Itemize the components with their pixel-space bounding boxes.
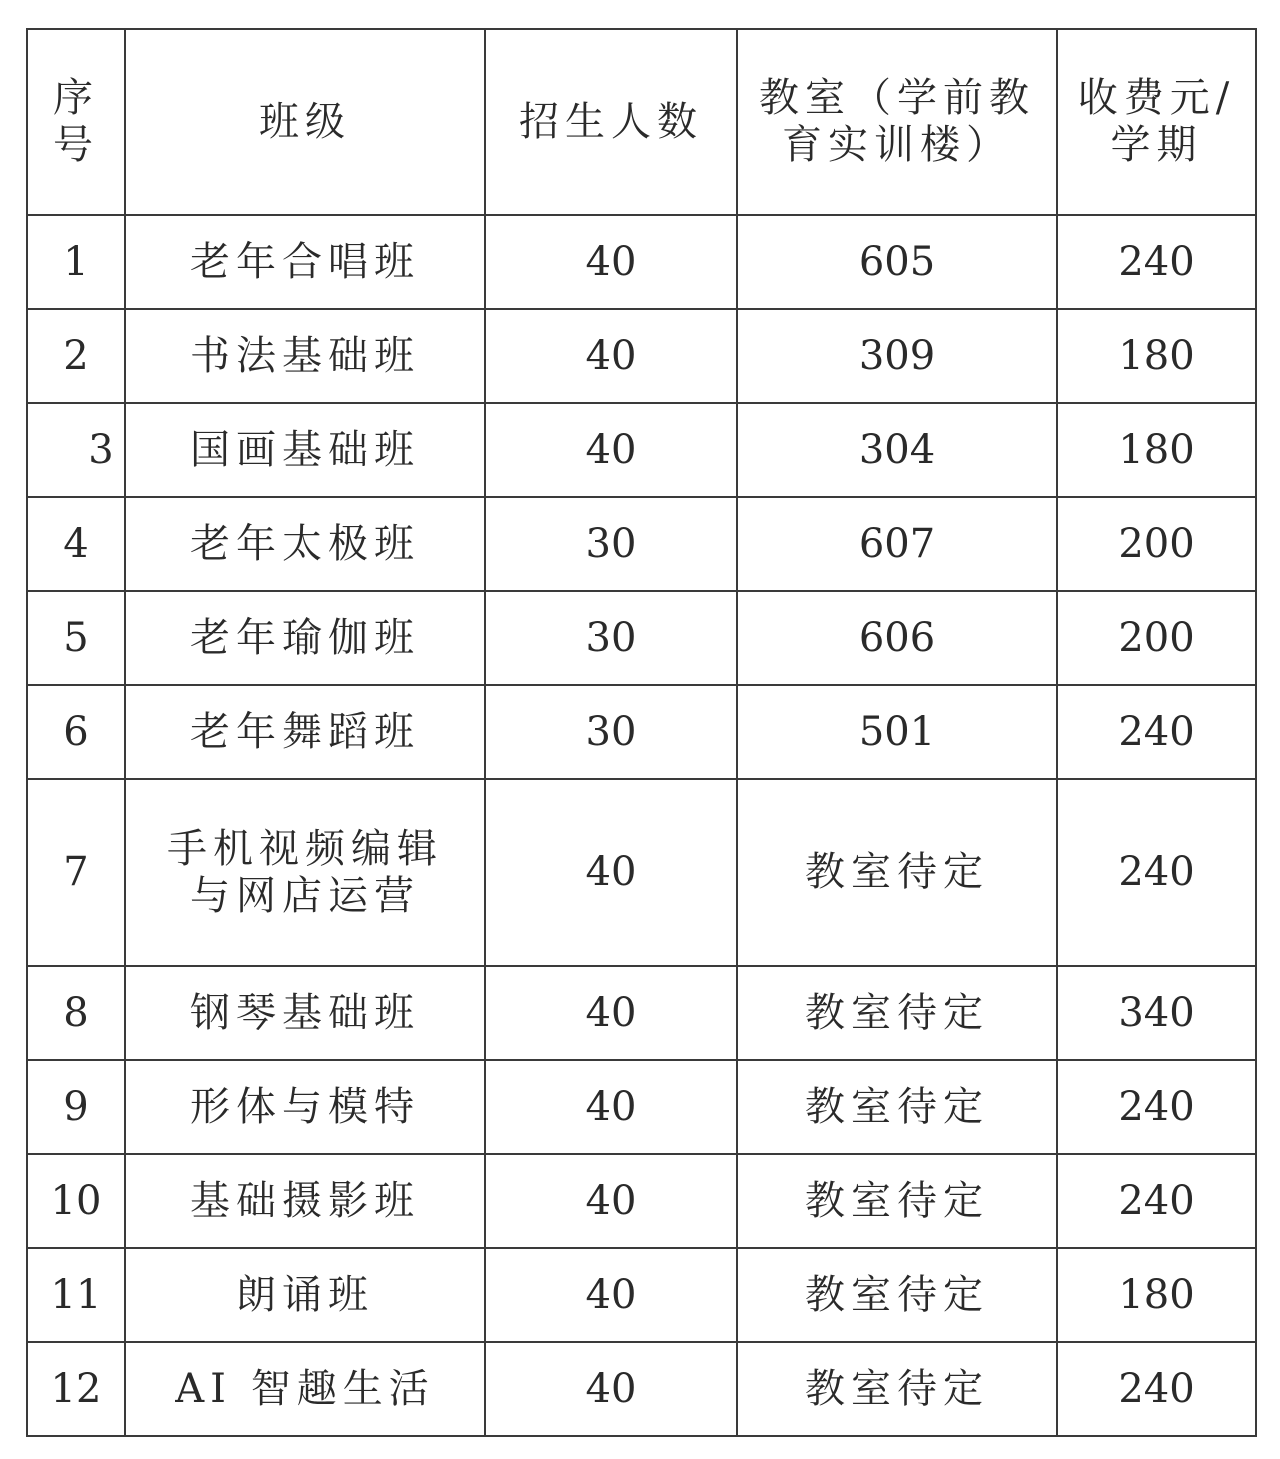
table-row [27,497,1256,591]
table-row [27,591,1256,685]
table-row [27,966,1256,1060]
cell-classroom: 606 [737,591,1057,685]
header-class: 班级 [125,29,485,215]
cell-enrollment: 40 [485,966,737,1060]
header-seq: 序 号 [27,29,125,215]
cell-class: 老年太极班 [125,497,485,591]
cell-class: 国画基础班 [125,403,485,497]
header-enrollment: 招生人数 [485,29,737,215]
cell-seq: 3 [27,403,125,497]
cell-seq: 1 [27,215,125,309]
cell-fee: 340 [1057,966,1256,1060]
table-row [27,1342,1256,1436]
table-row [27,1248,1256,1342]
cell-enrollment: 30 [485,497,737,591]
cell-fee: 200 [1057,497,1256,591]
cell-seq: 10 [27,1154,125,1248]
cell-classroom: 教室待定 [737,1154,1057,1248]
cell-seq: 7 [27,779,125,966]
table-row [27,1060,1256,1154]
table-row [27,403,1256,497]
cell-class: 书法基础班 [125,309,485,403]
cell-fee: 240 [1057,1060,1256,1154]
cell-class: 基础摄影班 [125,1154,485,1248]
cell-class: 钢琴基础班 [125,966,485,1060]
cell-seq: 4 [27,497,125,591]
cell-classroom: 605 [737,215,1057,309]
cell-classroom: 607 [737,497,1057,591]
cell-enrollment: 40 [485,1248,737,1342]
cell-fee: 180 [1057,309,1256,403]
cell-classroom: 教室待定 [737,1342,1057,1436]
table-row [27,1154,1256,1248]
cell-enrollment: 40 [485,403,737,497]
cell-fee: 240 [1057,215,1256,309]
cell-enrollment: 40 [485,779,737,966]
cell-seq: 2 [27,309,125,403]
table-row [27,685,1256,779]
cell-fee: 240 [1057,685,1256,779]
header-fee: 收费元/ 学期 [1057,29,1256,215]
cell-enrollment: 30 [485,591,737,685]
cell-fee: 180 [1057,403,1256,497]
cell-classroom: 教室待定 [737,779,1057,966]
course-table [26,28,1257,1437]
cell-fee: 200 [1057,591,1256,685]
cell-class: 朗诵班 [125,1248,485,1342]
cell-seq: 6 [27,685,125,779]
cell-enrollment: 40 [485,1154,737,1248]
cell-enrollment: 30 [485,685,737,779]
cell-classroom: 501 [737,685,1057,779]
cell-seq: 12 [27,1342,125,1436]
cell-class: 老年合唱班 [125,215,485,309]
cell-classroom: 教室待定 [737,966,1057,1060]
cell-fee: 180 [1057,1248,1256,1342]
cell-enrollment: 40 [485,215,737,309]
cell-enrollment: 40 [485,1060,737,1154]
cell-classroom: 教室待定 [737,1060,1057,1154]
cell-classroom: 309 [737,309,1057,403]
cell-seq: 9 [27,1060,125,1154]
table-row [27,215,1256,309]
cell-class: AI 智趣生活 [125,1342,485,1436]
table-row [27,309,1256,403]
cell-enrollment: 40 [485,309,737,403]
cell-seq: 5 [27,591,125,685]
table-row [27,779,1256,966]
table-header-row [27,29,1256,215]
cell-seq: 11 [27,1248,125,1342]
cell-fee: 240 [1057,1154,1256,1248]
header-classroom: 教室（学前教 育实训楼） [737,29,1057,215]
cell-classroom: 教室待定 [737,1248,1057,1342]
cell-seq: 8 [27,966,125,1060]
cell-classroom: 304 [737,403,1057,497]
cell-class: 老年瑜伽班 [125,591,485,685]
cell-class: 形体与模特 [125,1060,485,1154]
cell-fee: 240 [1057,1342,1256,1436]
cell-fee: 240 [1057,779,1256,966]
cell-class: 手机视频编辑 与网店运营 [125,779,485,966]
cell-enrollment: 40 [485,1342,737,1436]
cell-class: 老年舞蹈班 [125,685,485,779]
